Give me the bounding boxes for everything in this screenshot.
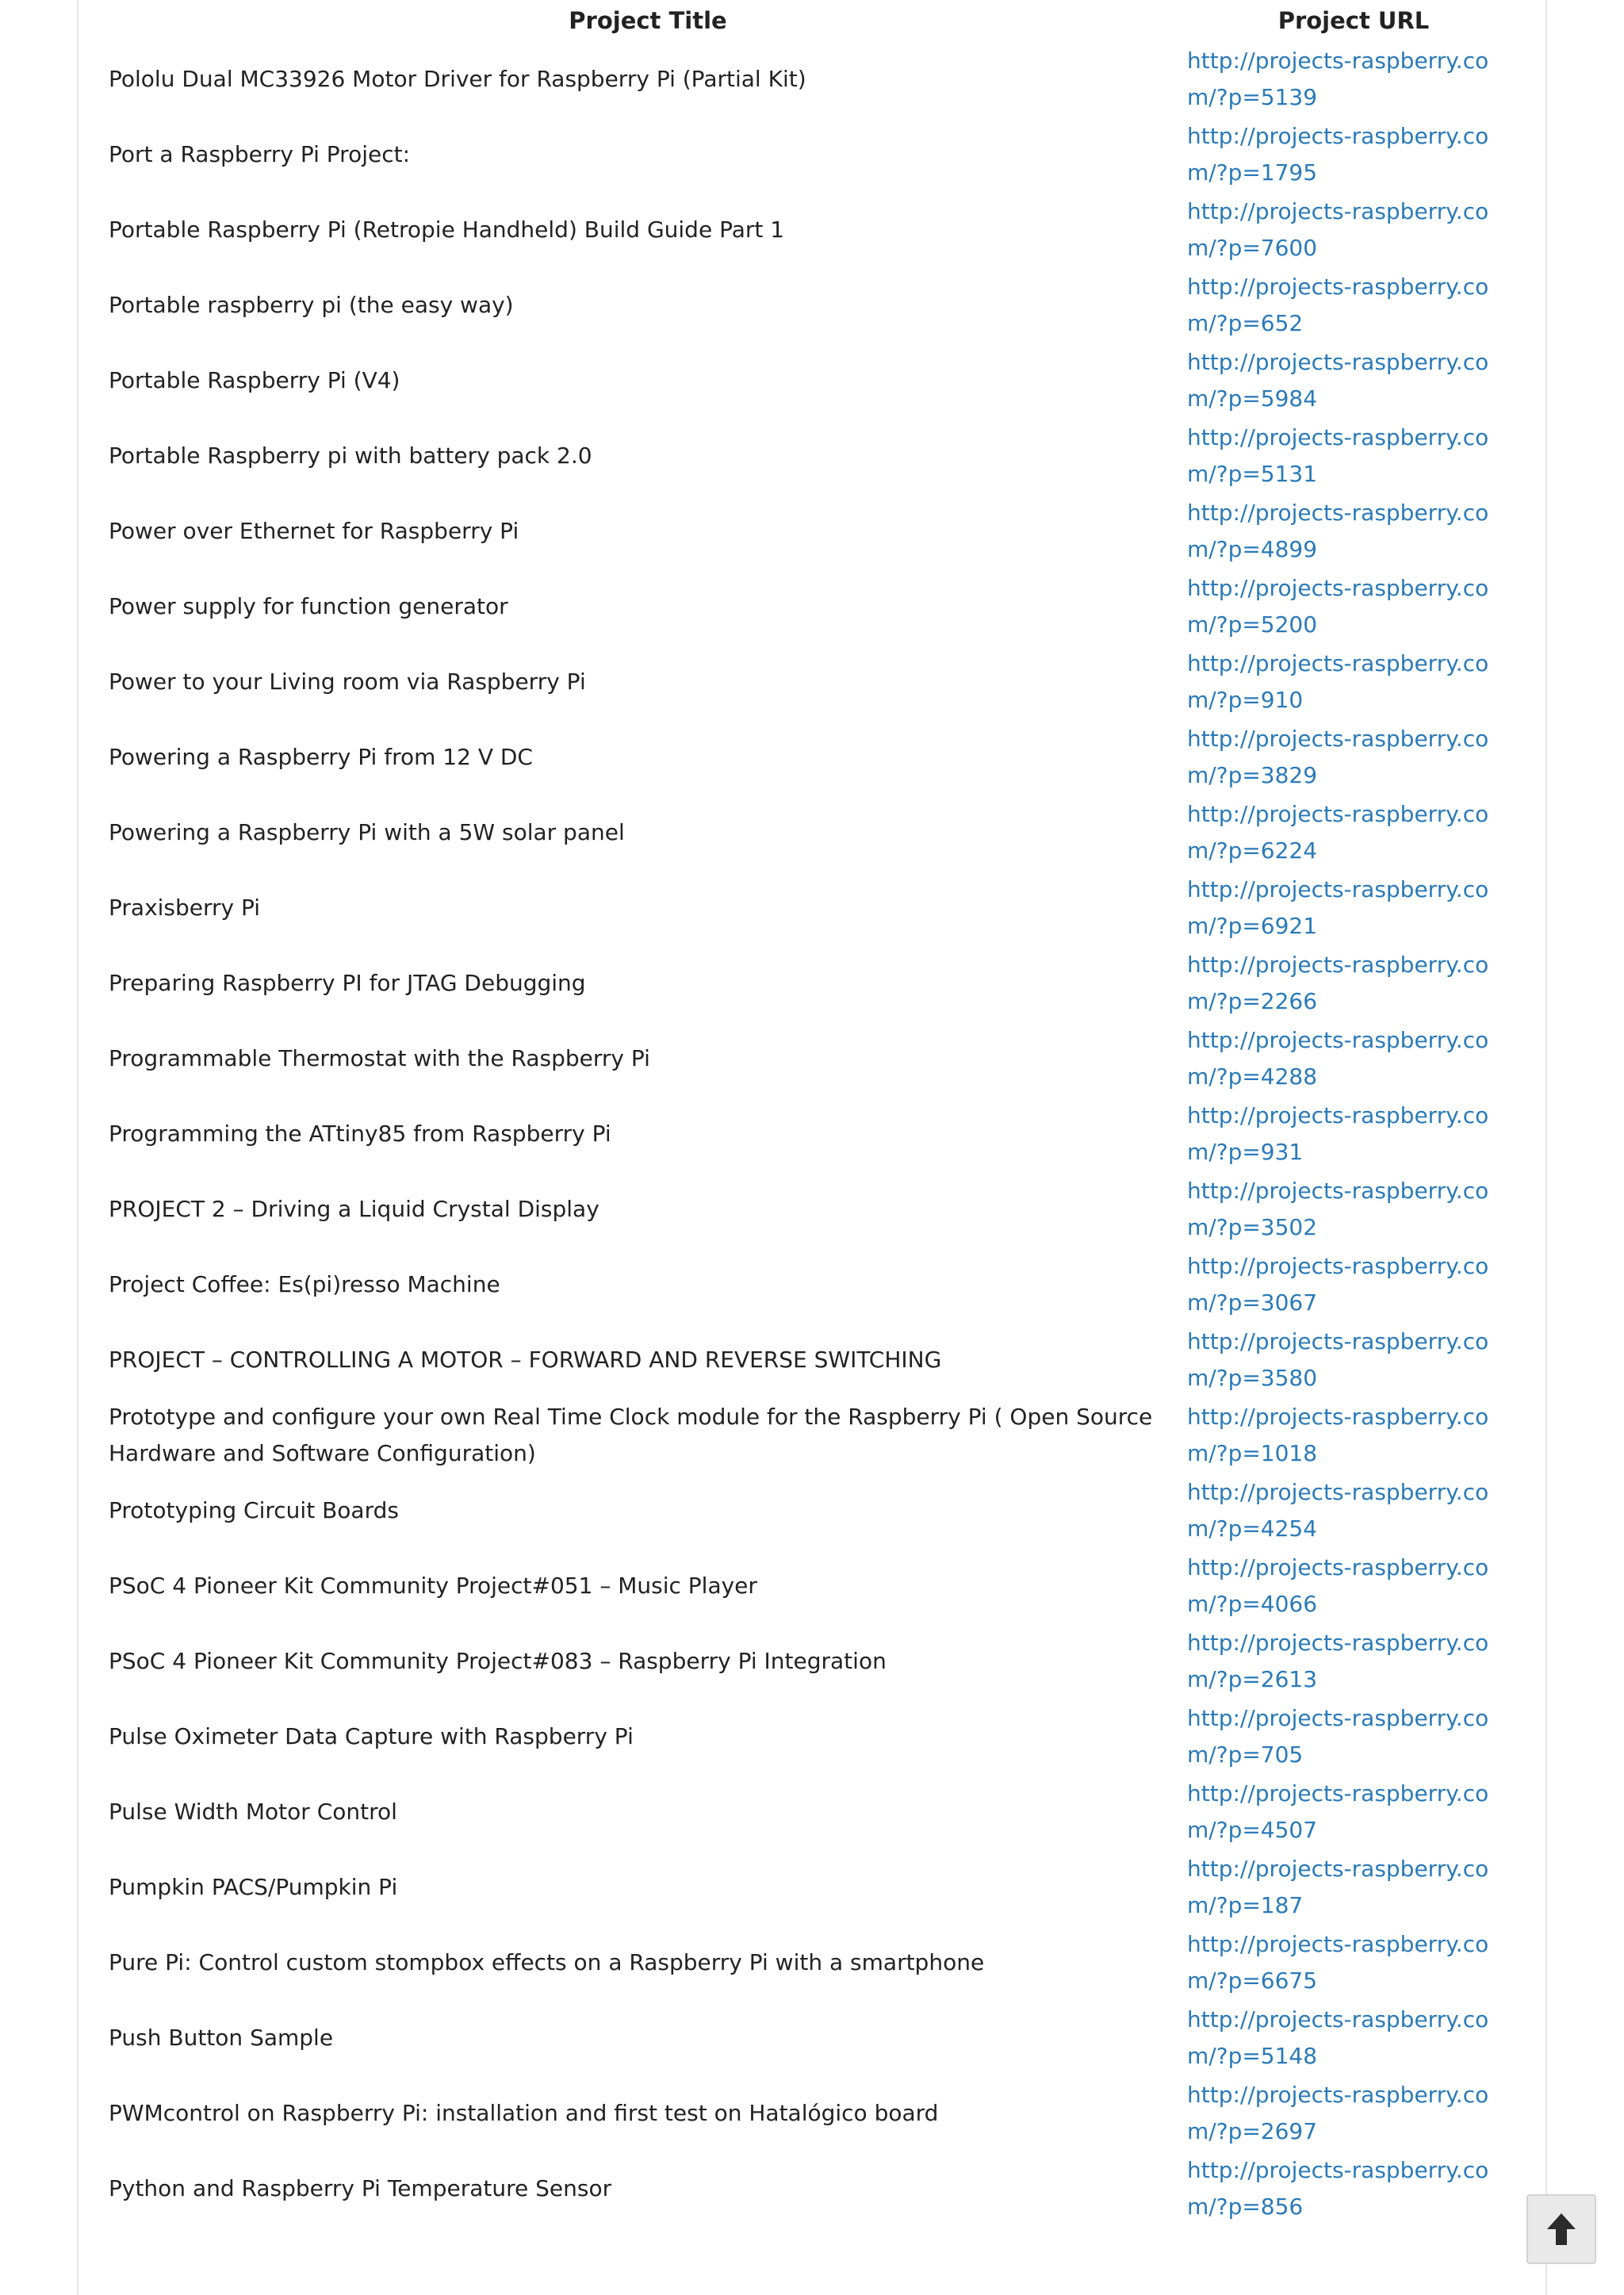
table-row xyxy=(109,117,1520,192)
project-title-cell: Powering a Raspberry Pi with a 5W solar panel xyxy=(109,818,625,845)
project-url-link[interactable]: http://projects-raspberry.com/?p=2697 xyxy=(1187,2081,1489,2144)
project-url-link[interactable]: http://projects-raspberry.com/?p=5148 xyxy=(1187,2006,1489,2069)
project-url-cell xyxy=(1187,795,1520,870)
table-row xyxy=(109,1699,1520,1774)
project-title-cell: PSoC 4 Pioneer Kit Community Project#051 – Music Player xyxy=(109,1572,757,1599)
project-url-link[interactable]: http://projects-raspberry.com/?p=5200 xyxy=(1187,574,1489,638)
table-row xyxy=(109,1096,1520,1171)
project-title-cell: Pure Pi: Control custom stompbox effects on a Raspberry Pi with a smartphone xyxy=(109,1948,985,1975)
project-title-cell: Pololu Dual MC33926 Motor Driver for Raspberry Pi (Partial Kit) xyxy=(109,65,806,92)
project-url-cell xyxy=(1187,1397,1520,1473)
project-url-link[interactable]: http://projects-raspberry.com/?p=6224 xyxy=(1187,800,1489,864)
project-url-cell xyxy=(1187,2075,1520,2151)
projects-table xyxy=(109,0,1520,2226)
project-url-link[interactable]: http://projects-raspberry.com/?p=931 xyxy=(1187,1102,1489,1165)
project-url-link[interactable]: http://projects-raspberry.com/?p=4288 xyxy=(1187,1026,1489,1090)
table-row xyxy=(109,1171,1520,1247)
table-row xyxy=(109,192,1520,267)
table-row xyxy=(109,1925,1520,2000)
project-url-link[interactable]: http://projects-raspberry.com/?p=187 xyxy=(1187,1855,1489,1918)
table-row xyxy=(109,1548,1520,1623)
project-title-cell: Portable raspberry pi (the easy way) xyxy=(109,291,514,318)
project-url-link[interactable]: http://projects-raspberry.com/?p=3502 xyxy=(1187,1177,1489,1240)
project-url-cell xyxy=(1187,41,1520,117)
project-url-cell xyxy=(1187,1171,1520,1247)
table-row xyxy=(109,719,1520,795)
project-url-cell xyxy=(1187,267,1520,343)
project-url-link[interactable]: http://projects-raspberry.com/?p=5131 xyxy=(1187,423,1489,487)
project-title-cell: Prototyping Circuit Boards xyxy=(109,1496,399,1523)
table-row xyxy=(109,2000,1520,2075)
project-title-cell: Port a Raspberry Pi Project: xyxy=(109,140,411,167)
project-url-link[interactable]: http://projects-raspberry.com/?p=2266 xyxy=(1187,951,1489,1014)
table-row xyxy=(109,2151,1520,2226)
arrow-up-icon xyxy=(1545,2212,1577,2247)
table-row xyxy=(109,795,1520,870)
table-body xyxy=(109,41,1520,2226)
table-row xyxy=(109,1623,1520,1699)
project-url-link[interactable]: http://projects-raspberry.com/?p=6675 xyxy=(1187,1930,1489,1994)
project-url-cell xyxy=(1187,1096,1520,1171)
project-title-cell: Praxisberry Pi xyxy=(109,894,261,921)
project-url-cell xyxy=(1187,1473,1520,1548)
project-url-cell xyxy=(1187,569,1520,644)
project-title-cell: Powering a Raspberry Pi from 12 V DC xyxy=(109,743,533,770)
project-url-link[interactable]: http://projects-raspberry.com/?p=6921 xyxy=(1187,875,1489,939)
project-url-link[interactable]: http://projects-raspberry.com/?p=7600 xyxy=(1187,197,1489,261)
project-title-cell: Portable Raspberry Pi (Retropie Handheld) Build Guide Part 1 xyxy=(109,216,785,243)
table-row xyxy=(109,267,1520,343)
project-title-cell: PROJECT 2 – Driving a Liquid Crystal Display xyxy=(109,1195,599,1222)
scroll-to-top-button[interactable] xyxy=(1526,2194,1596,2264)
project-url-link[interactable]: http://projects-raspberry.com/?p=4254 xyxy=(1187,1478,1489,1542)
project-url-cell xyxy=(1187,343,1520,418)
project-title-cell: Preparing Raspberry PI for JTAG Debugging xyxy=(109,969,586,996)
table-row xyxy=(109,493,1520,569)
table-row xyxy=(109,870,1520,945)
project-title-cell: Power supply for function generator xyxy=(109,592,508,619)
project-title-cell: Portable Raspberry Pi (V4) xyxy=(109,366,400,393)
project-url-link[interactable]: http://projects-raspberry.com/?p=4066 xyxy=(1187,1554,1489,1617)
project-title-cell: Pulse Width Motor Control xyxy=(109,1798,397,1825)
project-url-cell xyxy=(1187,2000,1520,2075)
table-row xyxy=(109,418,1520,493)
project-url-link[interactable]: http://projects-raspberry.com/?p=1795 xyxy=(1187,122,1489,186)
table-row xyxy=(109,1397,1520,1473)
table-row xyxy=(109,343,1520,418)
project-title-cell: Pulse Oximeter Data Capture with Raspberry Pi xyxy=(109,1722,634,1749)
project-title-cell: Power over Ethernet for Raspberry Pi xyxy=(109,517,519,544)
project-url-link[interactable]: http://projects-raspberry.com/?p=3829 xyxy=(1187,725,1489,788)
project-url-cell xyxy=(1187,644,1520,719)
table-row xyxy=(109,1473,1520,1548)
project-url-cell xyxy=(1187,1322,1520,1397)
table-header-row xyxy=(109,0,1520,41)
project-url-link[interactable]: http://projects-raspberry.com/?p=910 xyxy=(1187,649,1489,713)
project-url-cell xyxy=(1187,493,1520,569)
table-row xyxy=(109,945,1520,1021)
project-title-cell: Power to your Living room via Raspberry Pi xyxy=(109,668,586,695)
project-title-cell: Push Button Sample xyxy=(109,2024,334,2051)
project-url-link[interactable]: http://projects-raspberry.com/?p=856 xyxy=(1187,2156,1489,2220)
project-url-cell xyxy=(1187,192,1520,267)
project-url-link[interactable]: http://projects-raspberry.com/?p=3580 xyxy=(1187,1328,1489,1391)
project-url-cell xyxy=(1187,418,1520,493)
project-url-link[interactable]: http://projects-raspberry.com/?p=705 xyxy=(1187,1704,1489,1768)
project-url-link[interactable]: http://projects-raspberry.com/?p=4899 xyxy=(1187,499,1489,562)
project-url-cell xyxy=(1187,117,1520,192)
project-url-link[interactable]: http://projects-raspberry.com/?p=652 xyxy=(1187,273,1489,336)
column-header-url: Project URL xyxy=(1277,7,1430,34)
project-url-cell xyxy=(1187,1699,1520,1774)
table-row xyxy=(109,1322,1520,1397)
project-title-cell: Portable Raspberry pi with battery pack 2.0 xyxy=(109,442,592,469)
project-title-cell: Programmable Thermostat with the Raspberry Pi xyxy=(109,1044,650,1071)
table-row xyxy=(109,569,1520,644)
project-url-cell xyxy=(1187,1247,1520,1322)
project-url-cell xyxy=(1187,1623,1520,1699)
project-url-cell xyxy=(1187,870,1520,945)
project-title-cell: Python and Raspberry Pi Temperature Sensor xyxy=(109,2174,612,2201)
project-url-link[interactable]: http://projects-raspberry.com/?p=5139 xyxy=(1187,47,1489,110)
project-url-link[interactable]: http://projects-raspberry.com/?p=1018 xyxy=(1187,1403,1489,1466)
project-url-link[interactable]: http://projects-raspberry.com/?p=5984 xyxy=(1187,348,1489,412)
project-url-cell xyxy=(1187,2151,1520,2226)
table-row xyxy=(109,1849,1520,1925)
table-row xyxy=(109,644,1520,719)
table-row xyxy=(109,1247,1520,1322)
project-url-cell xyxy=(1187,1021,1520,1096)
project-title-cell: PWMcontrol on Raspberry Pi: installation and first test on Hatalógico board xyxy=(109,2099,939,2126)
project-title-cell: PROJECT – CONTROLLING A MOTOR – FORWARD AND REVERSE SWITCHING xyxy=(109,1346,942,1373)
project-url-cell xyxy=(1187,1548,1520,1623)
column-header-title: Project Title xyxy=(569,7,727,34)
project-url-cell xyxy=(1187,719,1520,795)
project-title-cell: Pumpkin PACS/Pumpkin Pi xyxy=(109,1873,398,1900)
table-row xyxy=(109,1021,1520,1096)
project-title-cell: Project Coffee: Es(pi)resso Machine xyxy=(109,1270,500,1297)
table-row xyxy=(109,41,1520,117)
project-url-cell xyxy=(1187,1925,1520,2000)
project-url-link[interactable]: http://projects-raspberry.com/?p=4507 xyxy=(1187,1780,1489,1843)
project-url-cell xyxy=(1187,1849,1520,1925)
project-url-link[interactable]: http://projects-raspberry.com/?p=2613 xyxy=(1187,1629,1489,1692)
table-row xyxy=(109,1774,1520,1849)
project-title-cell: Prototype and configure your own Real Time Clock module for the Raspberry Pi ( Open Source Hardware and Software Configuration) xyxy=(109,1403,1153,1466)
project-url-cell xyxy=(1187,945,1520,1021)
project-url-link[interactable]: http://projects-raspberry.com/?p=3067 xyxy=(1187,1252,1489,1316)
project-url-cell xyxy=(1187,1774,1520,1849)
content-area xyxy=(77,0,1547,2295)
table-row xyxy=(109,2075,1520,2151)
project-title-cell: Programming the ATtiny85 from Raspberry Pi xyxy=(109,1120,611,1147)
project-title-cell: PSoC 4 Pioneer Kit Community Project#083 – Raspberry Pi Integration xyxy=(109,1647,887,1674)
